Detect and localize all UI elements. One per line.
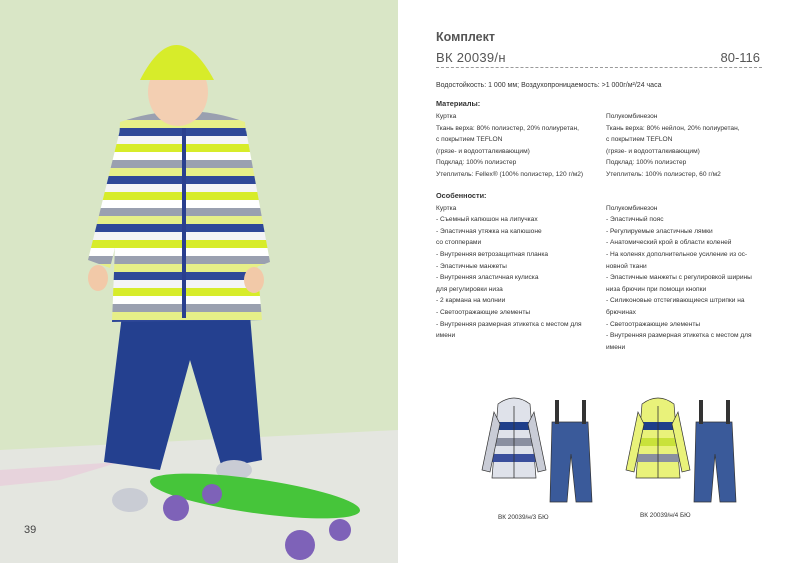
materials-jacket (436, 111, 606, 181)
materials-line: Подклад: 100% полиэстер (606, 159, 687, 167)
feature-item: низа брючин при помощи кнопки (606, 285, 707, 293)
feature-item: - Светоотражающие элементы (606, 320, 701, 328)
materials-line: Утеплитель: Fellex® (100% полиэстер, 120 г/м2) (436, 170, 584, 178)
materials-line: с покрытием TEFLON (606, 136, 673, 144)
feature-item: - 2 кармана на молнии (436, 297, 506, 305)
materials-line: (грязе- и водоотталкивающим) (436, 147, 530, 155)
product-code-row (436, 50, 760, 65)
feature-item: - Внутренняя эластичная кулиска (436, 274, 539, 282)
materials-line: (грязе- и водоотталкивающим) (606, 147, 700, 155)
product-description (436, 30, 766, 353)
feature-item: для регулировки низа (436, 285, 503, 293)
variant-2-jacket-sketch (626, 398, 690, 478)
product-code: ВК 20039/н (436, 50, 506, 65)
feature-item: имени (436, 332, 456, 340)
feature-item: - Силиконовые отстегивающиеся штрипки на (606, 297, 745, 305)
features-jacket (436, 203, 606, 354)
variant-1-sketch (478, 392, 598, 512)
materials-line: Ткань верха: 80% полиэстер, 20% полиуретан, (436, 124, 579, 132)
features-columns (436, 203, 766, 354)
variant-1-caption: ВК 20039/н/3 БЮ (498, 514, 549, 521)
dashed-divider (436, 67, 762, 70)
feature-item: со стопперами (436, 239, 482, 247)
feature-item: - Эластичная утяжка на капюшоне (436, 227, 542, 235)
feature-item: - Эластичные манжеты (436, 262, 507, 270)
product-title: Комплект (436, 30, 496, 44)
feature-item: брючинах (606, 308, 636, 316)
materials-line: Утеплитель: 100% полиэстер, 60 г/м2 (606, 170, 721, 178)
feature-item: - Внутренняя размерная этикетка с местом для (436, 320, 582, 328)
materials-jacket-title: Куртка (436, 113, 457, 120)
variant-2-caption: ВК 20039/н/4 БЮ (640, 512, 691, 519)
feature-item: имени (606, 343, 626, 351)
materials-overalls-title: Полукомбинезон (606, 113, 658, 120)
variant-1-jacket-sketch (482, 398, 546, 478)
feature-item: - Светоотражающие элементы (436, 308, 531, 316)
feature-item: новной ткани (606, 262, 647, 270)
product-sizes: 80-116 (720, 50, 760, 65)
performance-specs: Водостойкость: 1 000 мм; Воздухопроницаемость: >1 000г/м²/24 часа (436, 82, 662, 89)
variant-2-sketch (622, 392, 742, 512)
feature-item: - На коленях дополнительное усиление из ос- (606, 250, 748, 258)
feature-item: - Регулируемые эластичные лямки (606, 227, 713, 235)
features-jacket-title: Куртка (436, 204, 457, 212)
variant-2-overalls-sketch (694, 400, 736, 502)
materials-overalls (606, 111, 766, 181)
materials-line: с покрытием TEFLON (436, 136, 503, 144)
materials-line: Ткань верха: 80% нейлон, 20% полиуретан, (606, 124, 740, 132)
features-overalls (606, 203, 766, 354)
materials-line: Подклад: 100% полиэстер (436, 159, 517, 167)
feature-item: - Внутренняя ветрозащитная планка (436, 250, 549, 258)
feature-item: - Эластичный пояс (606, 216, 664, 224)
feature-item: - Анатомический крой в области коленей (606, 239, 732, 247)
feature-item: - Съемный капюшон на липучках (436, 216, 538, 224)
feature-item: - Внутренняя размерная этикетка с местом для (606, 332, 752, 340)
features-heading: Особенности: (436, 190, 487, 200)
materials-columns (436, 111, 766, 181)
feature-item: - Эластичные манжеты с регулировкой ширины (606, 274, 752, 282)
variant-1-overalls-sketch (550, 400, 592, 502)
page-number: 39 (24, 524, 37, 536)
materials-heading: Материалы: (436, 99, 481, 108)
features-overalls-title: Полукомбинезон (606, 204, 658, 212)
